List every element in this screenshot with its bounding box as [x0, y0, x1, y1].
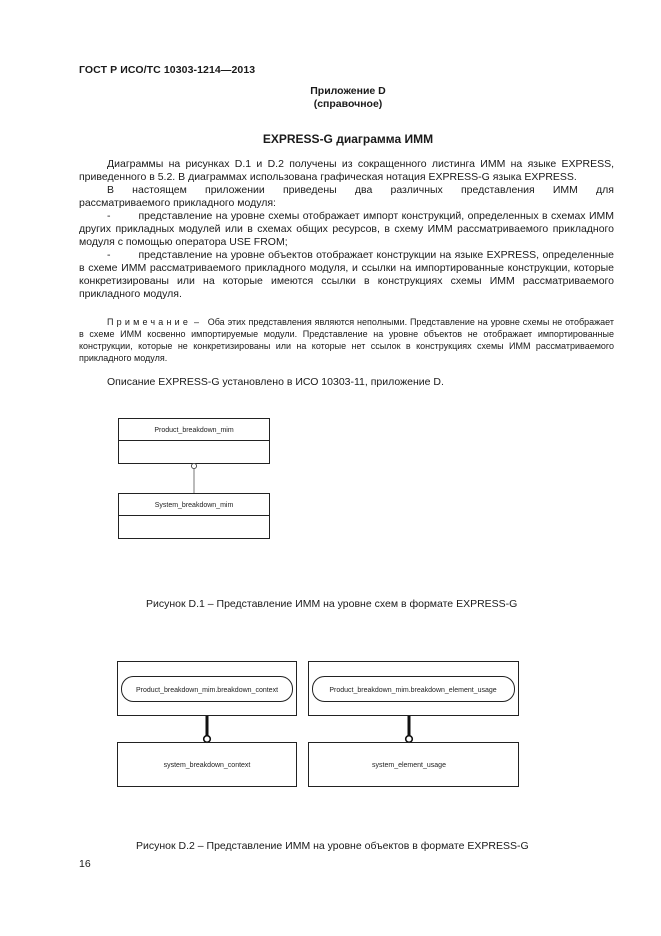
object-label-system-element-usage: system_element_usage [372, 762, 446, 769]
paragraph-representations-line2: рассматриваемого прикладного модуля: [79, 197, 276, 209]
object-box-left-top [118, 662, 297, 716]
schema-label-system-breakdown: System_breakdown_mim [154, 502, 234, 509]
figure-d1-caption: Рисунок D.1 – Представление ИММ на уровне схем в формате EXPRESS-G [146, 598, 518, 610]
object-label-breakdown-context: Product_breakdown_mim.breakdown_context [135, 687, 279, 694]
note-text: Оба этих представления являются неполными. Представление на уровне схемы не отображает в схеме ИММ косвенно импортируемые модули. Представление на уровне объектов не отображает импортированные конструкции, которые не конкретизированы или на которые нет ссылок в конструкциях схемы ИММ рассматриваемого прикладного модуля. [79, 317, 614, 363]
section-title: EXPRESS-G диаграмма ИММ [262, 132, 434, 146]
reference-circle-icon [406, 736, 413, 743]
bullet-dash: - [107, 210, 111, 222]
note-label: Примечание [107, 317, 192, 327]
object-label-breakdown-element-usage: Product_breakdown_mim.breakdown_element_usage [329, 687, 497, 694]
bullet-dash: - [107, 249, 111, 261]
paragraph-representations-line1: В настоящем приложении приведены два различных представления ИММ для [107, 184, 614, 196]
schema-label-product-breakdown: Product_breakdown_mim [154, 427, 234, 434]
express-g-description: Описание EXPRESS-G установлено в ИСО 10303-11, приложение D. [107, 376, 444, 388]
object-box-right-top [309, 662, 519, 716]
page-number: 16 [79, 858, 91, 870]
annex-title: Приложение D [310, 85, 386, 97]
object-label-system-breakdown-context: system_breakdown_context [163, 762, 251, 769]
bullet-object-text: представление на уровне объектов отображает конструкции на языке EXPRESS, определенные в схеме ИММ рассматриваемого прикладного модуля, и ссылки на импортированные конструкции, которые конкретизированы или на которые имеются ссылки в конструкциях схемы ИММ рассматриваемого прикладного модуля. [79, 249, 614, 300]
document-header: ГОСТ Р ИСО/ТС 10303-1214—2013 [79, 64, 256, 76]
schema-box-system-breakdown [119, 494, 270, 539]
connector-circle-icon [191, 463, 196, 468]
annex-subtitle: (справочное) [313, 98, 383, 110]
figure-d2-caption: Рисунок D.2 – Представление ИММ на уровне объектов в формате EXPRESS-G [136, 840, 529, 852]
paragraph-intro: Диаграммы на рисунках D.1 и D.2 получены из сокращенного листинга ИММ на языке EXPRESS, приведенного в 5.2. В диаграммах использована графическая нотация EXPRESS-G языка EXPRESS. [79, 158, 614, 183]
object-box-left-bottom [118, 743, 297, 787]
reference-circle-icon [204, 736, 211, 743]
schema-box-product-breakdown [119, 419, 270, 464]
bullet-schema-text: представление на уровне схемы отображает импорт конструкций, определенных в схемах ИММ других прикладных модулей или в схемах общих ресурсов, в схему ИММ рассматриваемого прикладного модуля с помощью оператора USE FROM; [79, 210, 614, 248]
note-dash: – [194, 317, 200, 327]
object-box-right-bottom [309, 743, 519, 787]
